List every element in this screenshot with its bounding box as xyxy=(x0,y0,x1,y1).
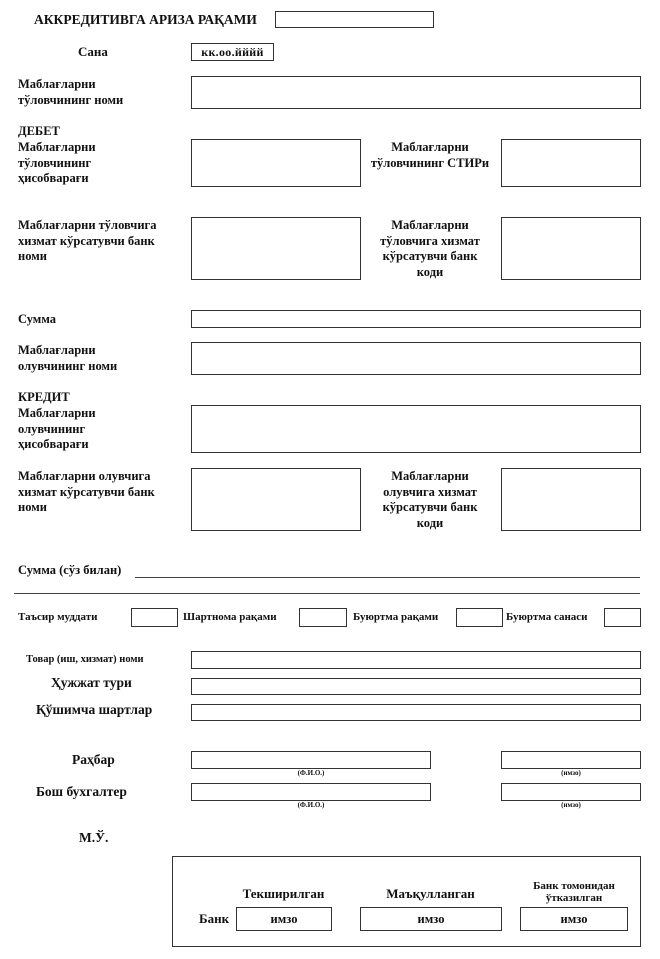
head-fio-caption: (Ф.И.О.) xyxy=(297,769,325,777)
receiver-bank-name-field[interactable] xyxy=(191,468,361,531)
label-line: хизмат кўрсатувчи банк xyxy=(18,233,155,248)
credit-heading: КРЕДИТ xyxy=(18,390,70,404)
sign-text: имзо xyxy=(560,911,588,926)
receiver-bank-code-label xyxy=(362,469,498,531)
label-line: Маблағларни xyxy=(18,406,96,420)
payer-inn-label xyxy=(362,140,498,171)
sign-text: имзо xyxy=(417,911,445,926)
receiver-account-field[interactable] xyxy=(191,405,641,453)
label-line: олувчига хизмат xyxy=(383,484,477,499)
payer-name-label-line1: Маблағларни xyxy=(18,77,96,91)
label-line: олувчининг xyxy=(18,421,86,436)
label-line: номи xyxy=(18,249,47,263)
payer-account-field[interactable] xyxy=(191,139,361,187)
label-line: тўловчига хизмат xyxy=(380,233,480,248)
extra-terms-label: Қўшимча шартлар xyxy=(36,702,153,717)
date-label: Сана xyxy=(78,44,108,59)
label-line: тўловчининг xyxy=(18,155,92,170)
label-line: Маблағларни xyxy=(391,469,469,483)
label-line: ҳисобварағи xyxy=(18,171,89,185)
validity-field[interactable] xyxy=(131,608,178,627)
payer-name-label xyxy=(18,77,123,108)
label-line: ўтказилган xyxy=(545,892,603,904)
receiver-bank-name-label xyxy=(18,469,155,516)
label-line: Маблағларни xyxy=(18,343,96,357)
bank-label: Банк xyxy=(199,911,230,926)
payer-inn-field[interactable] xyxy=(501,139,641,187)
approved-label: Маъқулланган xyxy=(386,886,475,901)
executed-signature-field[interactable] xyxy=(520,907,628,931)
head-fio-field[interactable] xyxy=(191,751,431,769)
label-line: кўрсатувчи банк xyxy=(382,500,478,514)
doc-type-field[interactable] xyxy=(191,678,641,695)
label-line: Маблағларни тўловчига xyxy=(18,218,157,232)
date-field[interactable] xyxy=(191,43,274,61)
accountant-fio-field[interactable] xyxy=(191,783,431,801)
contract-number-field[interactable] xyxy=(299,608,347,627)
executed-label xyxy=(515,880,633,904)
extra-terms-field[interactable] xyxy=(191,704,641,721)
amount-field[interactable] xyxy=(191,310,641,328)
date-placeholder: кк.оо.йййй xyxy=(201,44,264,59)
contract-number-label: Шартнома рақами xyxy=(183,611,277,623)
head-sign-caption: (имзо) xyxy=(561,769,581,777)
label-line: ҳисобварағи xyxy=(18,437,89,451)
section-divider xyxy=(14,593,640,594)
payer-name-label-line2: тўловчининг номи xyxy=(18,92,124,107)
doc-type-label: Ҳужжат тури xyxy=(51,675,132,690)
label-line: кўрсатувчи банк xyxy=(382,249,478,263)
checked-label: Текширилган xyxy=(242,886,325,901)
order-date-field[interactable] xyxy=(604,608,641,627)
label-line: Маблағларни xyxy=(18,140,96,154)
label-line: тўловчининг СТИРи xyxy=(370,155,490,170)
payer-bank-code-label xyxy=(362,218,498,280)
label-line: хизмат кўрсатувчи банк xyxy=(18,484,155,499)
payer-account-label xyxy=(18,140,96,187)
label-line: номи xyxy=(18,500,47,514)
receiver-account-label xyxy=(18,406,96,453)
amount-label: Сумма xyxy=(18,312,56,326)
sign-text: имзо xyxy=(270,911,298,926)
amount-words-label: Сумма (сўз билан) xyxy=(18,563,122,577)
payer-bank-name-label xyxy=(18,218,156,265)
amount-words-line[interactable] xyxy=(135,577,640,578)
form-title: АККРЕДИТИВГА АРИЗА РАҚАМИ xyxy=(34,12,257,27)
payer-bank-name-field[interactable] xyxy=(191,217,361,280)
validity-label: Таъсир муддати xyxy=(18,611,98,623)
label-line: Маблағларни xyxy=(391,140,469,154)
goods-field[interactable] xyxy=(191,651,641,669)
payer-bank-code-field[interactable] xyxy=(501,217,641,280)
order-number-field[interactable] xyxy=(456,608,503,627)
label-line: Маблағларни олувчига xyxy=(18,469,151,483)
order-number-label: Буюртма рақами xyxy=(353,611,439,623)
order-date-label: Буюртма санаси xyxy=(506,611,588,623)
stamp-label: М.Ў. xyxy=(79,830,109,845)
accountant-signature-field[interactable] xyxy=(501,783,641,801)
accountant-sign-caption: (имзо) xyxy=(561,801,581,809)
head-label: Раҳбар xyxy=(72,752,115,767)
payer-name-field[interactable] xyxy=(191,76,641,109)
label-line: коди xyxy=(416,264,444,279)
label-line: коди xyxy=(416,515,444,530)
checked-signature-field[interactable] xyxy=(236,907,332,931)
label-line: олувчининг номи xyxy=(18,358,118,373)
debit-heading: ДЕБЕТ xyxy=(18,124,60,138)
head-signature-field[interactable] xyxy=(501,751,641,769)
receiver-bank-code-field[interactable] xyxy=(501,468,641,531)
receiver-name-label xyxy=(18,343,117,374)
approved-signature-field[interactable] xyxy=(360,907,502,931)
accountant-fio-caption: (Ф.И.О.) xyxy=(297,801,325,809)
accountant-label: Бош бухгалтер xyxy=(36,784,127,799)
receiver-name-field[interactable] xyxy=(191,342,641,375)
application-number-field[interactable] xyxy=(275,11,434,28)
label-line: Банк томонидан xyxy=(533,880,615,892)
goods-label: Товар (иш, хизмат) номи xyxy=(26,654,144,665)
label-line: Маблағларни xyxy=(391,218,469,232)
